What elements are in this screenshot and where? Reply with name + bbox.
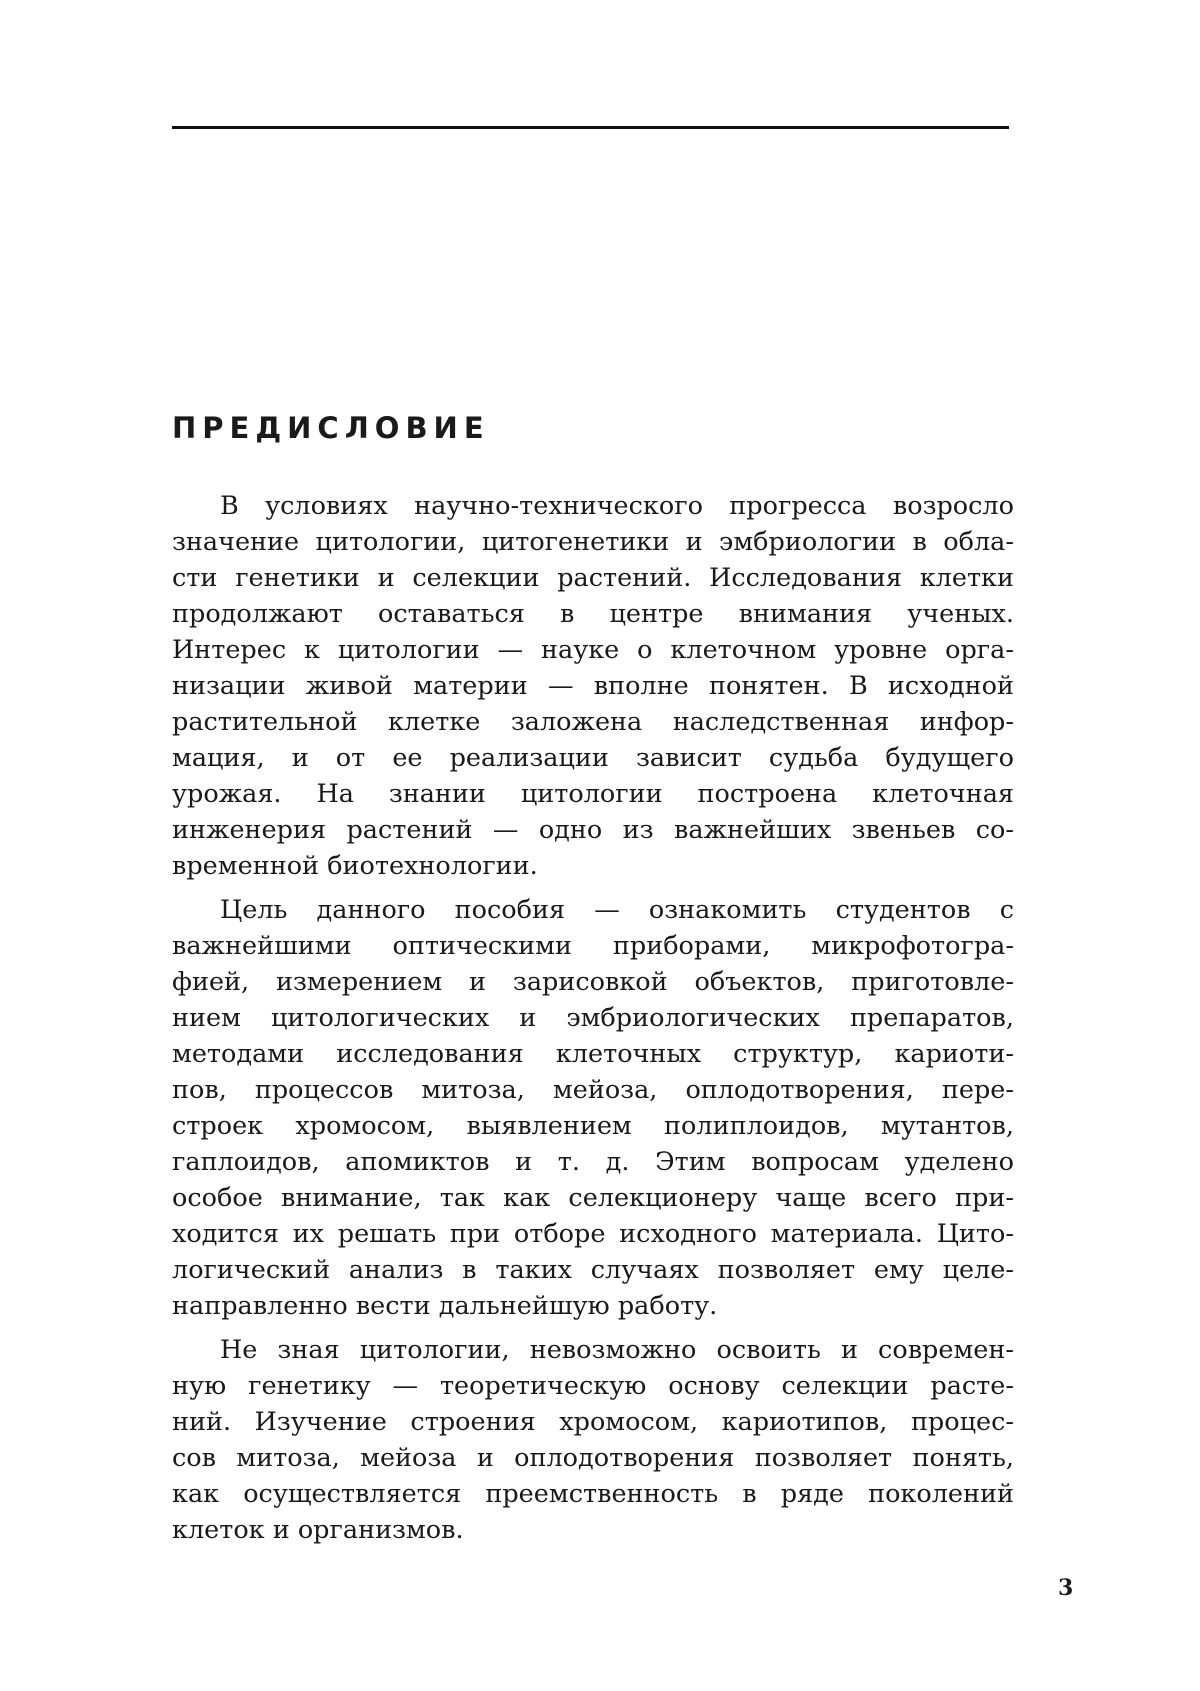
paragraph-3 (172, 1332, 1014, 1548)
paragraph-1 (172, 488, 1014, 884)
text-line: логический анализ в таких случаях позволяет ему целе- (172, 1255, 1014, 1285)
text-line: значение цитологии, цитогенетики и эмбриологии в обла- (172, 527, 1014, 557)
paragraph-2 (172, 892, 1014, 1324)
text-line: продолжают оставаться в центре внимания ученых. (172, 599, 1014, 629)
text-line: инженерия растений — одно из важнейших звеньев со- (172, 815, 1014, 845)
text-line: временной биотехнологии. (172, 851, 538, 881)
top-rule (172, 126, 1009, 129)
text-line: В условиях научно-технического прогресса возросло (220, 491, 1014, 521)
text-line: ний. Изучение строения хромосом, кариотипов, процес- (172, 1407, 1014, 1437)
text-line: Не зная цитологии, невозможно освоить и современ- (220, 1335, 1014, 1365)
text-line: направленно вести дальнейшую работу. (172, 1291, 718, 1321)
text-line: сти генетики и селекции растений. Исследования клетки (172, 563, 1014, 593)
text-line: Интерес к цитологии — науке о клеточном уровне орга- (172, 635, 1014, 665)
text-line: важнейшими оптическими приборами, микрофотогра- (172, 931, 1014, 961)
text-line: растительной клетке заложена наследственная инфор- (172, 707, 1014, 737)
text-line: нием цитологических и эмбриологических препаратов, (172, 1003, 1014, 1033)
page-title: ПРЕДИСЛОВИЕ (172, 411, 490, 445)
page-number: 3 (1058, 1575, 1074, 1601)
text-line: как осуществляется преемственность в ряде поколений (172, 1479, 1014, 1509)
text-line: Цель данного пособия — ознакомить студентов с (220, 895, 1014, 925)
text-line: мация, и от ее реализации зависит судьба будущего (172, 743, 1014, 773)
text-line: методами исследования клеточных структур, кариоти- (172, 1039, 1014, 1069)
text-line: сов митоза, мейоза и оплодотворения позволяет понять, (172, 1443, 1014, 1473)
text-line: ходится их решать при отборе исходного материала. Цито- (172, 1219, 1014, 1249)
text-line: клеток и организмов. (172, 1515, 464, 1545)
body-text (172, 488, 1014, 1556)
text-line: низации живой материи — вполне понятен. В исходной (172, 671, 1014, 701)
text-line: урожая. На знании цитологии построена клеточная (172, 779, 1014, 809)
text-line: особое внимание, так как селекционеру чаще всего при- (172, 1183, 1014, 1213)
text-line: пов, процессов митоза, мейоза, оплодотворения, пере- (172, 1075, 1014, 1105)
text-line: строек хромосом, выявлением полиплоидов, мутантов, (172, 1111, 1014, 1141)
text-line: фией, измерением и зарисовкой объектов, приготовле- (172, 967, 1014, 997)
text-line: гаплоидов, апомиктов и т. д. Этим вопросам уделено (172, 1147, 1014, 1177)
text-line: ную генетику — теоретическую основу селекции расте- (172, 1371, 1014, 1401)
